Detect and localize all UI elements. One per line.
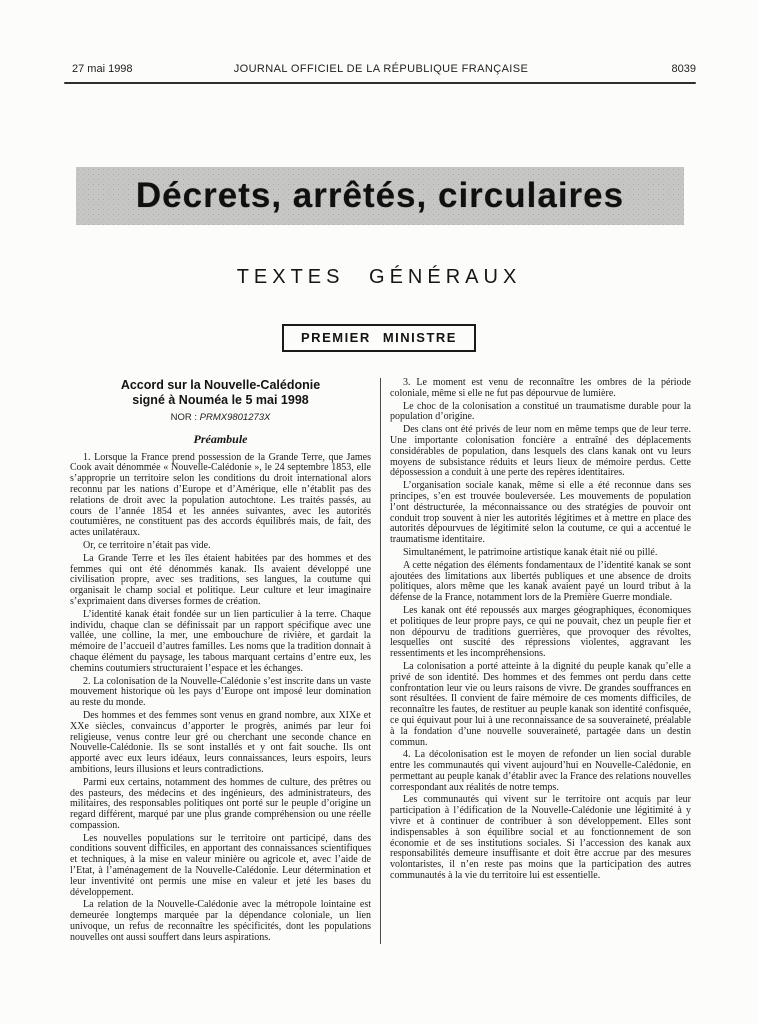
ministry-box: PREMIER MINISTRE: [282, 324, 476, 352]
left-paragraph-list: [70, 453, 371, 944]
paragraph: A cette négation des éléments fondamentaux de l’identité kanak se sont ajoutées des limitations aux libertés publiques et une absence de droits politiques, alors même que les kanak avaient payé un lourd tribut à la défense de la France, notamment lors de la Première Guerre mondiale.: [390, 559, 691, 604]
section-banner: [76, 167, 684, 225]
paragraph: La Grande Terre et les îles étaient habitées par des hommes et des femmes qui ont été dénommés kanak. Ils avaient développé une civilisation propre, avec ses traditions, ses langues, la coutume qui organisait le champ social et politique. Leur culture et leur imaginaire s’exprimaient dans diverses formes de création.: [70, 552, 371, 607]
issue-date: 27 mai 1998: [72, 63, 133, 75]
header-rule: [64, 82, 696, 84]
paragraph: 3. Le moment est venu de reconnaître les ombres de la période coloniale, même si elle ne fut pas dépourvue de lumière.: [390, 377, 691, 399]
paragraph: Parmi eux certains, notamment des hommes de culture, des prêtres ou des pasteurs, des médecins et des ingénieurs, des administrateurs, des militaires, des responsables politiques ont porté sur le peuple d’origine un regard différent, marqué par une plus grande compréhension ou une réelle compassion.: [70, 776, 371, 831]
running-header: [66, 63, 696, 79]
ministry-box-wrap: [0, 324, 758, 352]
journal-title: JOURNAL OFFICIEL DE LA RÉPUBLIQUE FRANÇAISE: [233, 63, 529, 75]
paragraph: 1. Lorsque la France prend possession de la Grande Terre, que James Cook avait dénommée « Nouvelle-Calédonie », le 24 septembre 1853, elle s’approprie un territoire selon les conditions du droit international alors reconnu par les nations d’Europe et d’Amérique, elle n’établit pas des relations de droit avec la population autochtone. Les traités passés, au cours de l’année 1854 et les années suivantes, avec les autorités coutumières, ne constituent pas des accords équilibrés mais, de fait, des actes unilatéraux.: [70, 451, 371, 539]
right-column: [380, 378, 691, 944]
article-columns: [70, 378, 692, 944]
paragraph: Simultanément, le patrimoine artistique kanak était nié ou pillé.: [403, 546, 658, 558]
paragraph: Les kanak ont été repoussés aux marges géographiques, économiques et politiques de leur propre pays, ce qui ne pouvait, chez un peuple fier et non dépourvu de traditions guerrières, que provoquer des révoltes, lesquelles ont suscité des répressions violentes, aggravant les ressentiments et les incompréhensions.: [390, 604, 691, 660]
paragraph: L’identité kanak était fondée sur un lien particulier à la terre. Chaque individu, chaque clan se définissait par un rapport spécifique avec une vallée, une colline, la mer, une embouchure de rivière, et gardait la mémoire de l’accueil d’autres familles. Les noms que la tradition donnait à chaque élément du paysage, les tabous marquant certains d’entre eux, les chemins coutumiers structuraient l’espace et les échanges.: [70, 608, 371, 674]
page-number: 8039: [671, 63, 696, 75]
paragraph: Des clans ont été privés de leur nom en même temps que de leur terre. Une importante colonisation foncière a entraîné des déplacements considérables de population, dans lesquels des clans kanak ont vu leurs moyens de subsistance réduits et leurs lieux de mémoire perdus. Cette dépossession a conduit à une perte des repères identitaires.: [390, 424, 691, 479]
paragraph: Les communautés qui vivent sur le territoire ont acquis par leur participation à l’édification de la Nouvelle-Calédonie une légitimité à y vivre et à continuer de contribuer à son développement. Elles sont indispensables à son équilibre social et au fonctionnement de son économie et de ses institutions sociales. Si l’accession des kanak aux responsabilités demeure insuffisante et doit être accrue par des mesures volontaristes, il n’en reste pas moins que la participation des autres communautés à la vie du territoire lui est essentielle.: [390, 794, 691, 882]
left-column: [70, 378, 380, 944]
article-title: [70, 378, 371, 408]
right-paragraph-list: [390, 378, 691, 882]
nor-code: PRMX9801273X: [199, 412, 271, 423]
article-title-line2: signé à Nouméa le 5 mai 1998: [132, 393, 309, 407]
paragraph: Les nouvelles populations sur le territoire ont participé, dans des conditions souvent difficiles, en apportant des connaissances scientifiques et techniques, à la mise en valeur minière ou agricole et, avec l’aide de l’Etat, à l’aménagement de la Nouvelle-Calédonie. Leur détermination et leur inventivité ont permis une mise en valeur et jeté les bases du développement.: [70, 832, 371, 898]
paragraph: Or, ce territoire n’était pas vide.: [83, 539, 211, 551]
paragraph: La colonisation a porté atteinte à la dignité du peuple kanak qu’elle a privé de son identité. Des hommes et des femmes ont perdu dans cette confrontation leur vie ou leurs raisons de vivre. De grandes souffrances en sont résultées. Il convient de faire mémoire de ces moments difficiles, de reconnaître les fautes, de restituer au peuple kanak son identité confisquée, ce qui équivaut pour lui à une reconnaissance de sa souveraineté, préalable à la fondation d’une nouvelle souveraineté, partagée dans un destin commun.: [390, 660, 691, 748]
paragraph: Le choc de la colonisation a constitué un traumatisme durable pour la population d’origine.: [390, 400, 691, 423]
textes-generaux-heading: TEXTES GÉNÉRAUX: [236, 266, 522, 288]
paragraph: 2. La colonisation de la Nouvelle-Calédonie s’est inscrite dans un vaste mouvement historique où les pays d’Europe ont imposé leur domination au reste du monde.: [70, 675, 371, 709]
paragraph: 4. La décolonisation est le moyen de refonder un lien social durable entre les communautés qui vivent aujourd’hui en Nouvelle-Calédonie, en permettant au peuple kanak d’établir avec la France des relations nouvelles correspondant aux réalités de notre temps.: [390, 749, 691, 793]
banner-title: Décrets, arrêtés, circulaires: [135, 176, 625, 215]
nor-line: [70, 413, 371, 424]
article-title-line1: Accord sur la Nouvelle-Calédonie: [120, 378, 321, 392]
preamble-heading: Préambule: [193, 431, 248, 446]
paragraph: L’organisation sociale kanak, même si elle a été reconnue dans ses principes, s’en est trouvée bouleversée. Les mouvements de population l’ont déstructurée, la méconnaissance ou des stratégies de pouvoir ont conduit trop souvent à nier les autorités légitimes et à mettre en place des autorités dépourvues de légitimité selon la coutume, ce qui a accentué le traumatisme identitaire.: [390, 480, 691, 546]
nor-label: NOR :: [170, 412, 197, 423]
paragraph: Des hommes et des femmes sont venus en grand nombre, aux XIXe et XXe siècles, convaincus d’apporter le progrès, animés par leur foi religieuse, venus contre leur gré ou cherchant une seconde chance en Nouvelle-Calédonie. Ils se sont installés et y ont fait souche. Ils ont apporté avec eux leurs idéaux, leurs connaissances, leurs espoirs, leurs ambitions, leurs illusions et leurs contradictions.: [70, 709, 371, 775]
paragraph: La relation de la Nouvelle-Calédonie avec la métropole lointaine est demeurée longtemps marquée par la dépendance coloniale, un lien univoque, un refus de reconnaître les spécificités, dont les populations nouvelles ont aussi souffert dans leurs aspirations.: [70, 899, 371, 943]
